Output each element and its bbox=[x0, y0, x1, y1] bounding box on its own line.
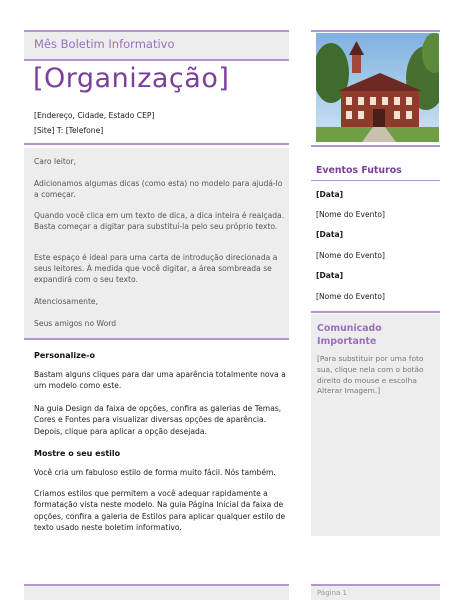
body-paragraph[interactable]: Bastam alguns cliques para dar uma aparência totalmente nova a um modelo como este. bbox=[34, 370, 286, 391]
body-paragraph[interactable]: Na guia Design da faixa de opções, confira as galerias de Temas, Cores e Fontes para visualizar diversas opções de aparência. Depois, clique para aplicar a opção desejada. bbox=[34, 404, 282, 436]
letter-paragraph: Quando você clica em um texto de dica, a dica inteira é realçada. Basta começar a digitar para substituí-la pelo seu próprio texto. bbox=[34, 211, 285, 231]
letter-bottom-rule bbox=[24, 338, 289, 340]
page-number: Página 1 bbox=[317, 589, 347, 597]
address-line[interactable]: [Endereço, Cidade, Estado CEP] bbox=[34, 111, 155, 120]
event-date[interactable]: [Data] bbox=[316, 230, 344, 239]
issue-bar bbox=[24, 32, 289, 59]
event-name[interactable]: [Nome do Evento] bbox=[316, 251, 386, 260]
notice-text: [Para substituir por uma foto sua, clique nela com o botão direito do mouse e escolha Alterar Imagem.] bbox=[317, 354, 424, 396]
letter-signature: Seus amigos no Word bbox=[34, 319, 117, 328]
letter-closing: Atenciosamente, bbox=[34, 297, 99, 306]
contact-line[interactable]: [Site] T: [Telefone] bbox=[34, 126, 104, 135]
event-name[interactable]: [Nome do Evento] bbox=[316, 292, 386, 301]
issue-title[interactable]: Mês Boletim Informativo bbox=[34, 37, 175, 51]
footer-box-right bbox=[311, 586, 440, 600]
event-date[interactable]: [Data] bbox=[316, 190, 344, 199]
header-bottom-rule bbox=[24, 143, 289, 145]
letter-box[interactable] bbox=[24, 148, 289, 338]
letter-greeting: Caro leitor, bbox=[34, 157, 77, 166]
section-heading-personalize[interactable]: Personalize-o bbox=[34, 351, 95, 360]
photo-bottom-rule bbox=[311, 145, 440, 147]
event-date[interactable]: [Data] bbox=[316, 271, 344, 280]
issue-bar-rule bbox=[24, 59, 289, 61]
letter-paragraph: Adicionamos algumas dicas (como esta) no modelo para ajudá-lo a começar. bbox=[34, 179, 283, 199]
photo-illustration bbox=[316, 33, 439, 142]
letter-paragraph: Este espaço é ideal para uma carta de introdução direcionada a seus leitores. À medida que você digitar, a área sombreada se expandirá com o seu texto. bbox=[34, 253, 278, 284]
events-title[interactable]: Eventos Futuros bbox=[316, 165, 402, 176]
body-paragraph[interactable]: Você cria um fabuloso estilo de forma muito fácil. Nós também. bbox=[34, 468, 276, 477]
body-paragraph[interactable]: Criamos estilos que permitem a você adequar rapidamente a formatação vista neste modelo. Na guia Página Inicial da faixa de opções, confira a galeria de Estilos para aplicar qualquer estilo de texto usado neste boletim informativo. bbox=[34, 489, 286, 533]
event-name[interactable]: [Nome do Evento] bbox=[316, 210, 386, 219]
events-title-rule bbox=[311, 180, 440, 181]
footer-box-left bbox=[24, 586, 289, 600]
section-heading-style[interactable]: Mostre o seu estilo bbox=[34, 449, 121, 458]
notice-title: Comunicado Importante bbox=[317, 323, 382, 347]
photo-top-rule bbox=[311, 30, 440, 32]
school-building-photo[interactable] bbox=[316, 33, 439, 142]
events-bottom-rule bbox=[311, 311, 440, 313]
notice-box[interactable] bbox=[311, 314, 440, 536]
organization-name[interactable]: [Organização] bbox=[33, 63, 230, 94]
